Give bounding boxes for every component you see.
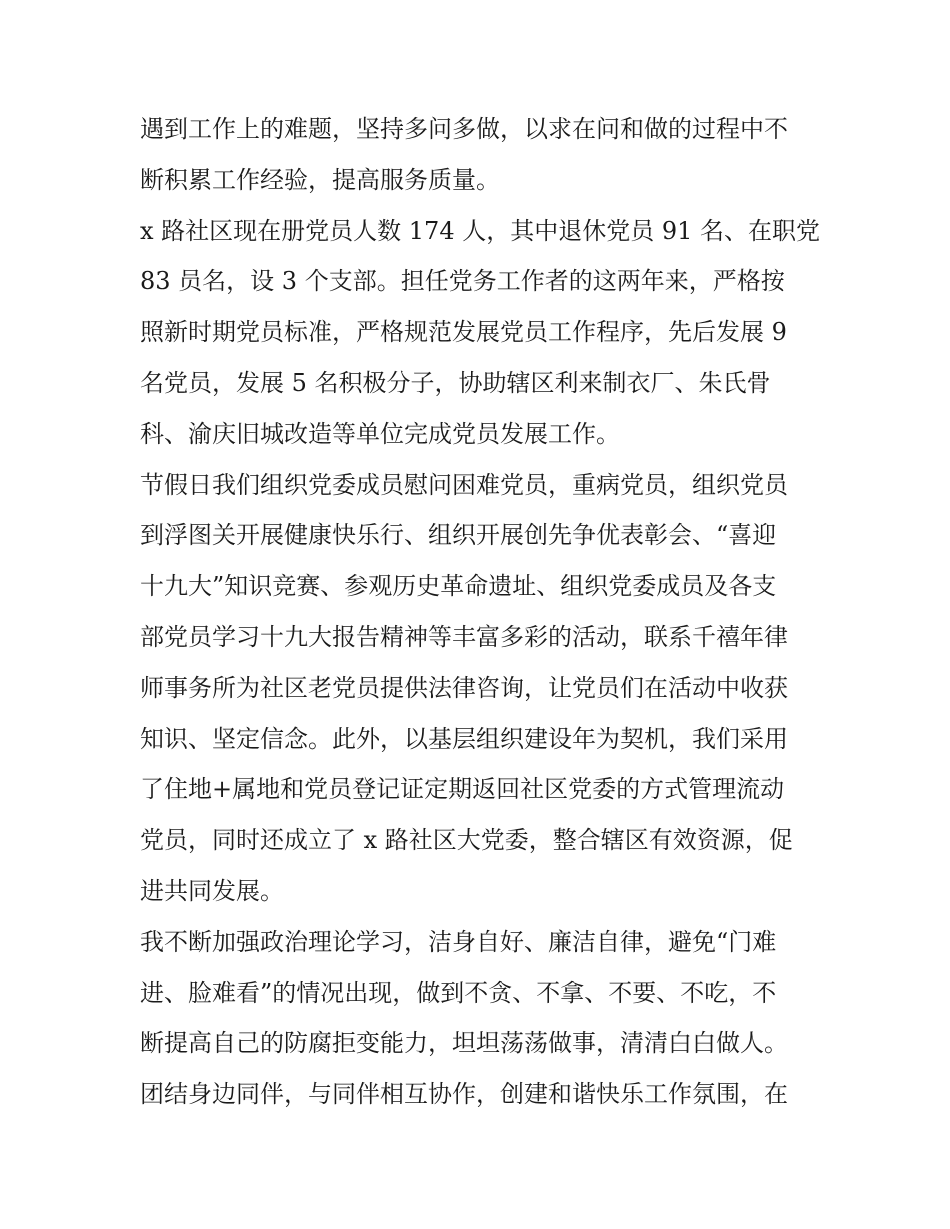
text-line: 到浮图关开展健康快乐行、组织开展创先争优表彰会、“喜迎 [140, 521, 777, 550]
text-line: 进共同发展。 [140, 876, 284, 905]
text-line: 十九大”知识竞赛、参观历史革命遗址、组织党委成员及各支 [140, 572, 777, 601]
text-line: 照新时期党员标准，严格规范发展党员工作程序，先后发展 9 [140, 318, 787, 347]
text-line: 断积累工作经验，提高服务质量。 [140, 165, 500, 194]
text-line: 83 员名，设 3 个支部。担任党务工作者的这两年来，严格按 [140, 267, 785, 296]
text-line: 进、脸难看”的情况出现，做到不贪、不拿、不要、不吃，不 [140, 978, 777, 1007]
text-line: 知识、坚定信念。此外，以基层组织建设年为契机，我们采用 [140, 724, 788, 753]
text-line: 科、渝庆旧城改造等单位完成党员发展工作。 [140, 419, 620, 448]
text-line: 党员，同时还成立了 x 路社区大党委，整合辖区有效资源，促 [140, 826, 793, 855]
text-line: 了住地+属地和党员登记证定期返回社区党委的方式管理流动 [140, 775, 785, 804]
text-line: 我不断加强政治理论学习，洁身自好、廉洁自律，避免“门难 [140, 927, 777, 956]
body-text [140, 104, 820, 1120]
text-line: 遇到工作上的难题，坚持多问多做，以求在问和做的过程中不 [140, 115, 788, 143]
text-line: 名党员，发展 5 名积极分子，协助辖区利来制衣厂、朱氏骨 [140, 368, 771, 397]
text-line: x 路社区现在册党员人数 174 人，其中退休党员 91 名、在职党 [140, 216, 820, 245]
text-line: 断提高自己的防腐拒变能力，坦坦荡荡做事，清清白白做人。 [140, 1029, 788, 1058]
text-line: 部党员学习十九大报告精神等丰富多彩的活动，联系千禧年律 [140, 622, 788, 651]
text-line: 团结身边同伴，与同伴相互协作，创建和谐快乐工作氛围，在 [140, 1080, 788, 1109]
text-line: 师事务所为社区老党员提供法律咨询，让党员们在活动中收获 [140, 673, 788, 702]
text-line: 节假日我们组织党委成员慰问困难党员，重病党员，组织党员 [140, 470, 788, 499]
